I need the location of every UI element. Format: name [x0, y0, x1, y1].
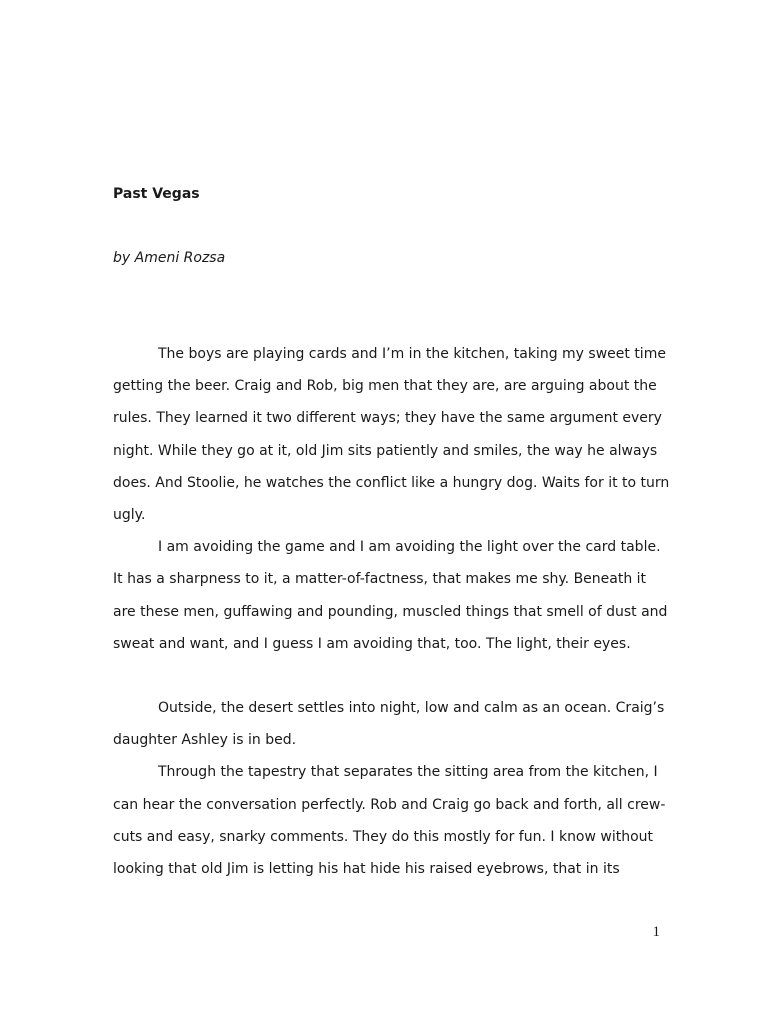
blank-line — [113, 660, 658, 692]
body-line: can hear the conversation perfectly. Rob and Craig go back and forth, all crew- — [113, 796, 666, 813]
body-line: are these men, guffawing and pounding, muscled things that smell of dust and — [113, 603, 668, 620]
body-line: sweat and want, and I guess I am avoiding that, too. The light, their eyes. — [113, 635, 631, 652]
story-body — [113, 338, 670, 885]
story-title: Past Vegas — [113, 186, 200, 202]
body-line: ugly. — [113, 506, 146, 523]
body-line: does. And Stoolie, he watches the conflict like a hungry dog. Waits for it to turn — [113, 474, 670, 491]
body-line: I am avoiding the game and I am avoiding the light over the card table. — [158, 539, 661, 556]
body-line: It has a sharpness to it, a matter-of-factness, that makes me shy. Beneath it — [113, 571, 647, 588]
body-line: getting the beer. Craig and Rob, big men that they are, are arguing about the — [113, 378, 657, 395]
author-byline: by Ameni Rozsa — [113, 250, 226, 266]
body-line: looking that old Jim is letting his hat hide his raised eyebrows, that in its — [113, 861, 620, 877]
body-line: Through the tapestry that separates the sitting area from the kitchen, I — [158, 764, 658, 781]
body-line: rules. They learned it two different ways; they have the same argument every — [113, 410, 662, 427]
body-line: The boys are playing cards and I’m in the kitchen, taking my sweet time — [158, 346, 666, 362]
body-line: Outside, the desert settles into night, low and calm as an ocean. Craig’s — [158, 700, 665, 717]
page-number: 1 — [652, 924, 660, 940]
body-line: cuts and easy, snarky comments. They do this mostly for fun. I know without — [113, 828, 654, 845]
body-line: night. While they go at it, old Jim sits patiently and smiles, the way he always — [113, 442, 658, 459]
body-line: daughter Ashley is in bed. — [113, 732, 297, 749]
